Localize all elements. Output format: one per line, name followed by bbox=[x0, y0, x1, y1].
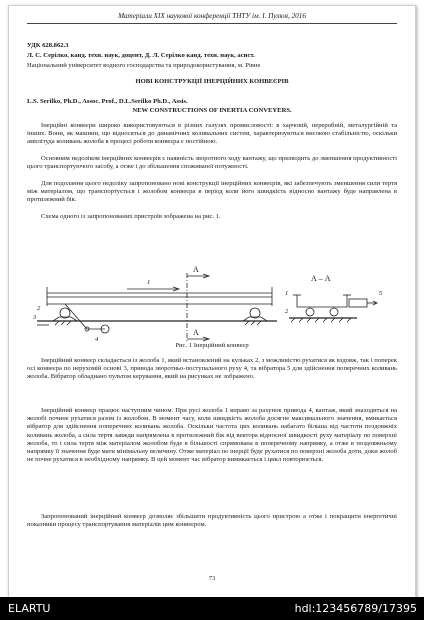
fig-label-1-section: 1 bbox=[285, 290, 289, 297]
authors-ua: Л. С. Серілко, канд. техн. наук, доцент, Д. Л. Серілко канд. техн. наук, асист. bbox=[27, 52, 255, 59]
fig-label-1: 1 bbox=[147, 279, 151, 286]
document-page bbox=[8, 5, 416, 599]
fig-label-4: 4 bbox=[95, 336, 99, 343]
section-mark-bottom: А bbox=[193, 328, 199, 337]
repository-footer bbox=[0, 597, 424, 620]
fig-label-3: 3 bbox=[33, 314, 37, 321]
paragraph-intro: Інерційні конвеєри широко використовуються в різних галузях промисловості: в харчовій, переробній, металургійній та інших. Вони, як машини, що відносяться до динамічних коливальних систем, характеризуються високою стабільністю, оскільки амплітуда коливань жолоба в процесі роботи конвеєра є постійною. bbox=[27, 122, 397, 146]
fig-label-2-section: 2 bbox=[285, 308, 289, 315]
paragraph-solution: Для подолання цього недоліку запропоновано нові конструкції інерційних конвеєрів, які забезпечують зменшення сили тертя між матеріалом, що транспортується і жолобом конвеєра в період коли його швидкість відносно вантажу буде направлена в протилежний бік. bbox=[27, 180, 397, 204]
header-rule bbox=[27, 23, 397, 24]
section-view-title: А – А bbox=[311, 274, 331, 283]
udc-code: УДК 628.862.3 bbox=[27, 42, 69, 49]
title-ua: НОВІ КОНСТРУКЦІЇ ІНЕРЦІЙНИХ КОНВЕЄРІВ bbox=[135, 78, 289, 85]
paragraph-conclusion: Запропонований інерційний конвеєр дозволяє збільшити продуктивність цього пристрою а отже і покращити енергетичні показники процесу транспортування матеріалів цим конвеєром. bbox=[27, 513, 397, 529]
figure-caption: Рис. 1 Інерційний конвеєр bbox=[175, 342, 249, 349]
repository-name: ELARTU bbox=[8, 602, 51, 615]
running-header: Матеріали XIX наукової конференції ТНТУ ім. І. Пулюя, 2016 bbox=[118, 12, 306, 20]
paragraph-drawback: Основним недоліком інерційних конвеєрів є наявність зворотного ходу вантажу, що призводить до зменшення продуктивності цього транспортуючого засобу, а отже і до збільшення споживаної потужності. bbox=[27, 155, 397, 171]
handle-id: hdl:123456789/17395 bbox=[294, 602, 417, 615]
page-number: 73 bbox=[208, 575, 216, 582]
title-en: NEW CONSTRUCTIONS OF INERTIA CONVEYERS. bbox=[132, 107, 292, 114]
conveyor-figure bbox=[27, 261, 397, 347]
authors-en: L.S. Serilko, Ph.D., Assoc. Prof., D.L.Serilko Ph.D., Assis. bbox=[27, 98, 188, 105]
section-mark-top: А bbox=[193, 265, 199, 274]
fig-label-5: 5 bbox=[379, 290, 383, 297]
paragraph-operation: Інерційний конвеєр працює наступним чином. При русі жолоба 1 вправо за рахунок привода 4, вантаж, який знаходиться на жолобі почине рухатися разом із жолобом. В момент часу, коли швидкість жолоба досягне максимального значення, вмикається вібратор для здійснення поперечних коливань жолоба. Оскільки частота цих коливань набагато більша від частоти поздовжніх коливань жолоба, а сила тертя завжди напрямлена в протилежний бік від вектора відносної швидкості руху матеріалу по поверхні жолоба, то і сила тертя між матеріалом жолобом буде в більшості спрямована в поперечному напрямку, а отже в поздовжньому напрямку її значення буде мати мінімальну величину. Отже матеріал по інерції буде рухатися по поверхні жолоба доти, доки жолоб не почне рухатися в необхідному напрямку. В цей момент час вібратор вимикається і цикл повторюється. bbox=[27, 407, 397, 464]
affiliation: Національний університет водного господарства та природокористування, м. Рівне bbox=[27, 62, 261, 69]
paragraph-construction: Інерційний конвеєр складається із жолоба 1, який встановлений на кульках 2, з можливістю рухатися як вздовж, так і поперек осі конвеєра по нерухомій основі 3, привода зворотньо-поступального руху 4, та вібратора 5 для здійснення поперечних коливань жолоба. Вібратор обладнано пультом керування, який на рисунках не зображено. bbox=[27, 357, 397, 381]
paragraph-scheme: Схема одного із запропонованих пристроїв зображена на рис. 1. bbox=[41, 213, 221, 220]
fig-label-2: 2 bbox=[37, 305, 41, 312]
